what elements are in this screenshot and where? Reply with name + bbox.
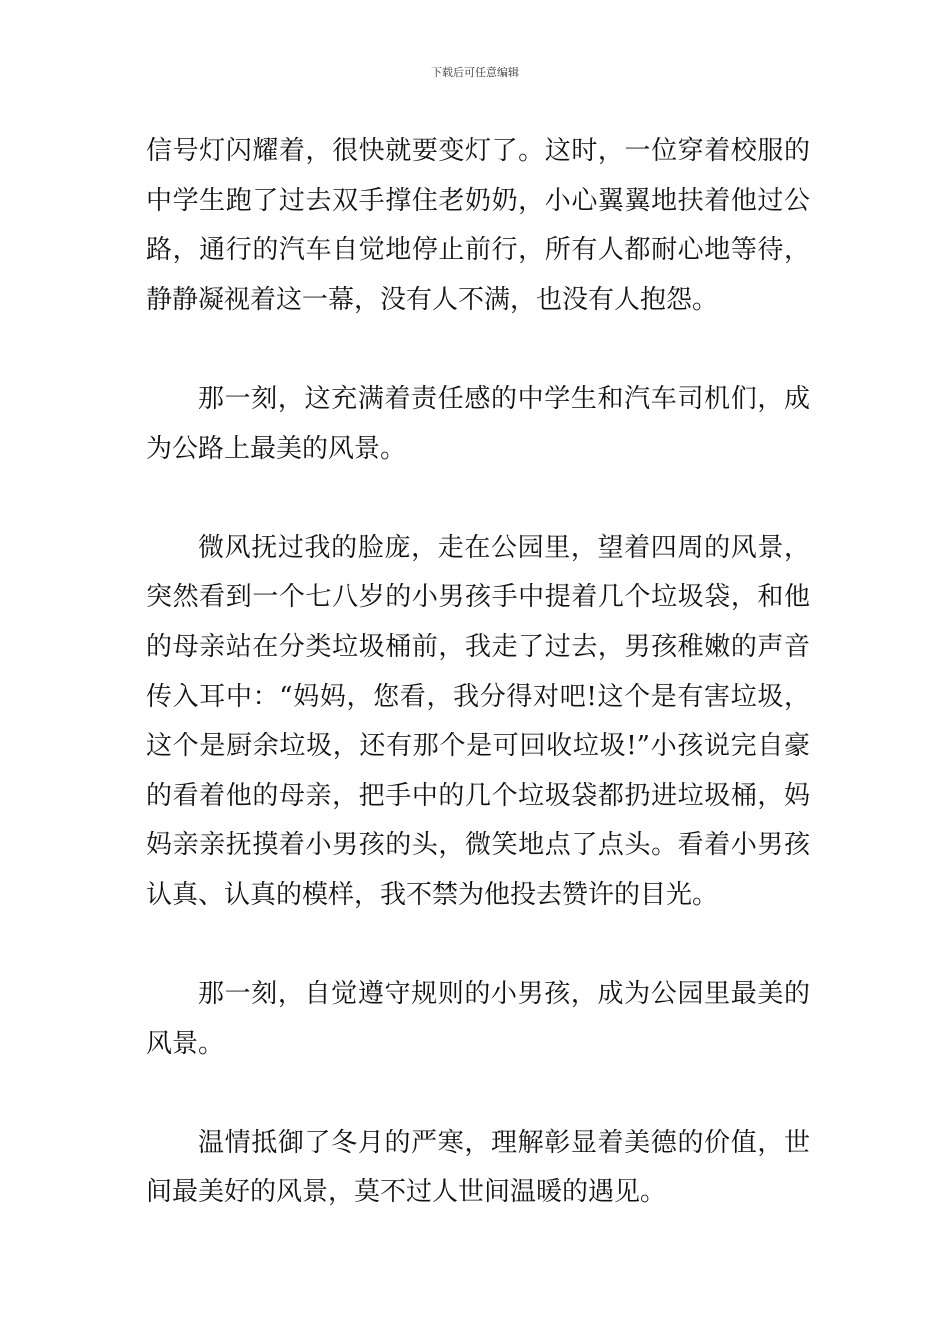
- paragraph: 那一刻，自觉遵守规则的小男孩，成为公园里最美的风景。: [146, 979, 810, 1059]
- paragraph: 那一刻，这充满着责任感的中学生和汽车司机们，成为公路上最美的风景。: [146, 383, 810, 464]
- paragraph: 温情抵御了冬月的严寒，理解彰显着美德的价值，世间最美好的风景，莫不过人世间温暖的遇见。: [146, 1127, 810, 1208]
- paragraph-gap: [146, 921, 810, 971]
- paragraph: 微风抚过我的脸庞，走在公园里，望着四周的风景，突然看到一个七八岁的小男孩手中提着几个垃圾袋，和他的母亲站在分类垃圾桶前，我走了过去，男孩稚嫩的声音传入耳中：“妈妈，您看，我分得对吧!这个是有害垃圾，这个是厨余垃圾，还有那个是可回收垃圾!”小孩说完自豪的看着他的母亲，把手中的几个垃圾袋都扔进垃圾桶，妈妈亲亲抚摸着小男孩的头，微笑地点了点头。看着小男孩认真、认真的模样，我不禁为他投去赞许的目光。: [146, 532, 810, 910]
- paragraph-continued: 信号灯闪耀着，很快就要变灯了。这时，一位穿着校服的中学生跑了过去双手撑住老奶奶，小心翼翼地扶着他过公路，通行的汽车自觉地停止前行，所有人都耐心地等待，静静凝视着这一幕，没有人不满，也没有人抱怨。: [146, 136, 810, 315]
- paragraph-gap: [146, 474, 810, 524]
- document-body: [146, 127, 810, 1218]
- page-header: 下载后可任意编辑: [431, 66, 519, 79]
- paragraph-gap: [146, 1069, 810, 1119]
- paragraph-gap: [146, 325, 810, 375]
